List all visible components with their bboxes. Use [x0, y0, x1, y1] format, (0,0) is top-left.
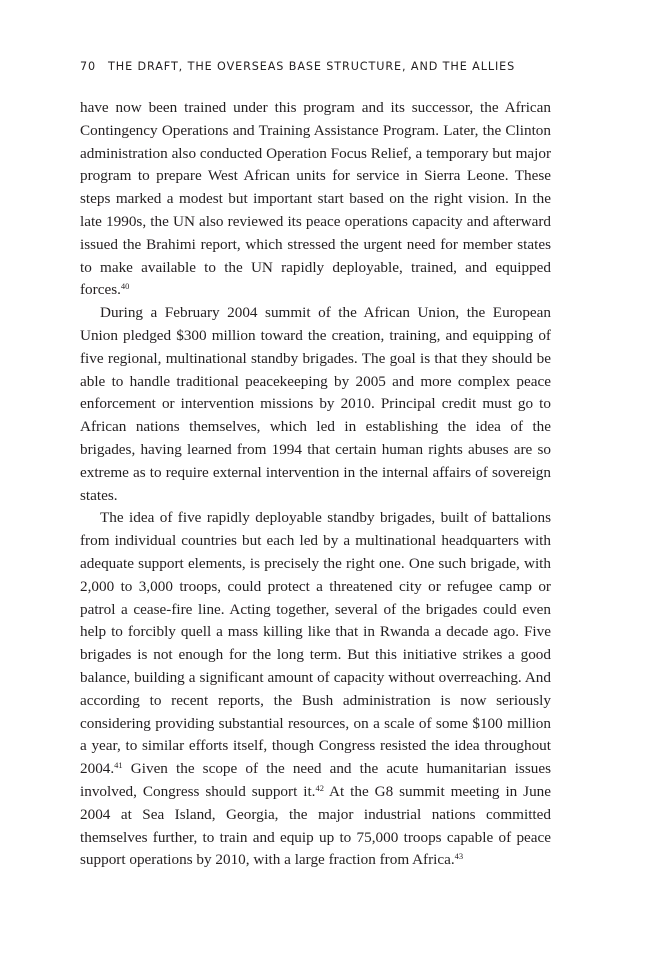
body-text [80, 97, 551, 872]
running-header [80, 58, 551, 76]
footnote-ref: 41 [114, 760, 123, 771]
paragraph-1 [80, 97, 551, 302]
paragraph-text: The idea of five rapidly deployable standby brigades, built of battalions from individual countries but each led by a multinational headquarters with adequate support elements, is precisely the right one. One such brigade, with 2,000 to 3,000 troops, could protect a threatened city or refugee camp or patrol a cease-fire line. Acting together, several of the brigades could even help to forcibly quell a mass killing like that in Rwanda a decade ago. Five brigades is not enough for the long term. But this initiative strikes a good balance, building a significant amount of capacity without overreaching. And according to recent reports, the Bush administration is now seriously considering providing substantial resources, on a scale of some $100 million a year, to similar efforts itself, though Congress resisted the idea throughout 2004. [80, 509, 551, 778]
paragraph-text: have now been trained under this program and its successor, the African Contingency Operations and Training Assistance Program. Later, the Clinton administration also conducted Operation Focus Relief, a temporary but major program to prepare West African units for service in Sierra Leone. These steps marked a modest but important start based on the right vision. In the late 1990s, the UN also reviewed its peace operations capacity and afterward issued the Brahimi report, which stressed the urgent need for member states to make available to the UN rapidly deployable, trained, and equipped forces. [80, 99, 551, 299]
footnote-ref: 42 [315, 782, 324, 793]
running-title: THE DRAFT, THE OVERSEAS BASE STRUCTURE, AND THE ALLIES [108, 60, 516, 73]
paragraph-2 [80, 302, 551, 507]
paragraph-text: At the G8 summit meeting in June 2004 at Sea Island, Georgia, the major industrial nations committed themselves further, to train and equip up to 75,000 troops capable of peace support operations by 2010, with a large fraction from Africa. [80, 782, 552, 869]
paragraph-text: Given the scope of the need and the acute humanitarian issues involved, Congress should support it. [80, 760, 551, 800]
book-page [80, 58, 551, 872]
footnote-ref: 43 [454, 851, 464, 862]
paragraph-3 [80, 507, 551, 872]
page-number: 70 [80, 60, 97, 73]
paragraph-text: During a February 2004 summit of the African Union, the European Union pledged $300 million toward the creation, training, and equipping of five regional, multinational standby brigades. The goal is that they should be able to handle traditional peacekeeping by 2005 and more complex peace enforcement or intervention missions by 2010. Principal credit must go to African nations themselves, which led in establishing the idea of the brigades, having learned from 1994 that certain human rights abuses are so extreme as to require external intervention in the internal affairs of sovereign states. [80, 304, 551, 504]
footnote-ref: 40 [120, 281, 130, 292]
